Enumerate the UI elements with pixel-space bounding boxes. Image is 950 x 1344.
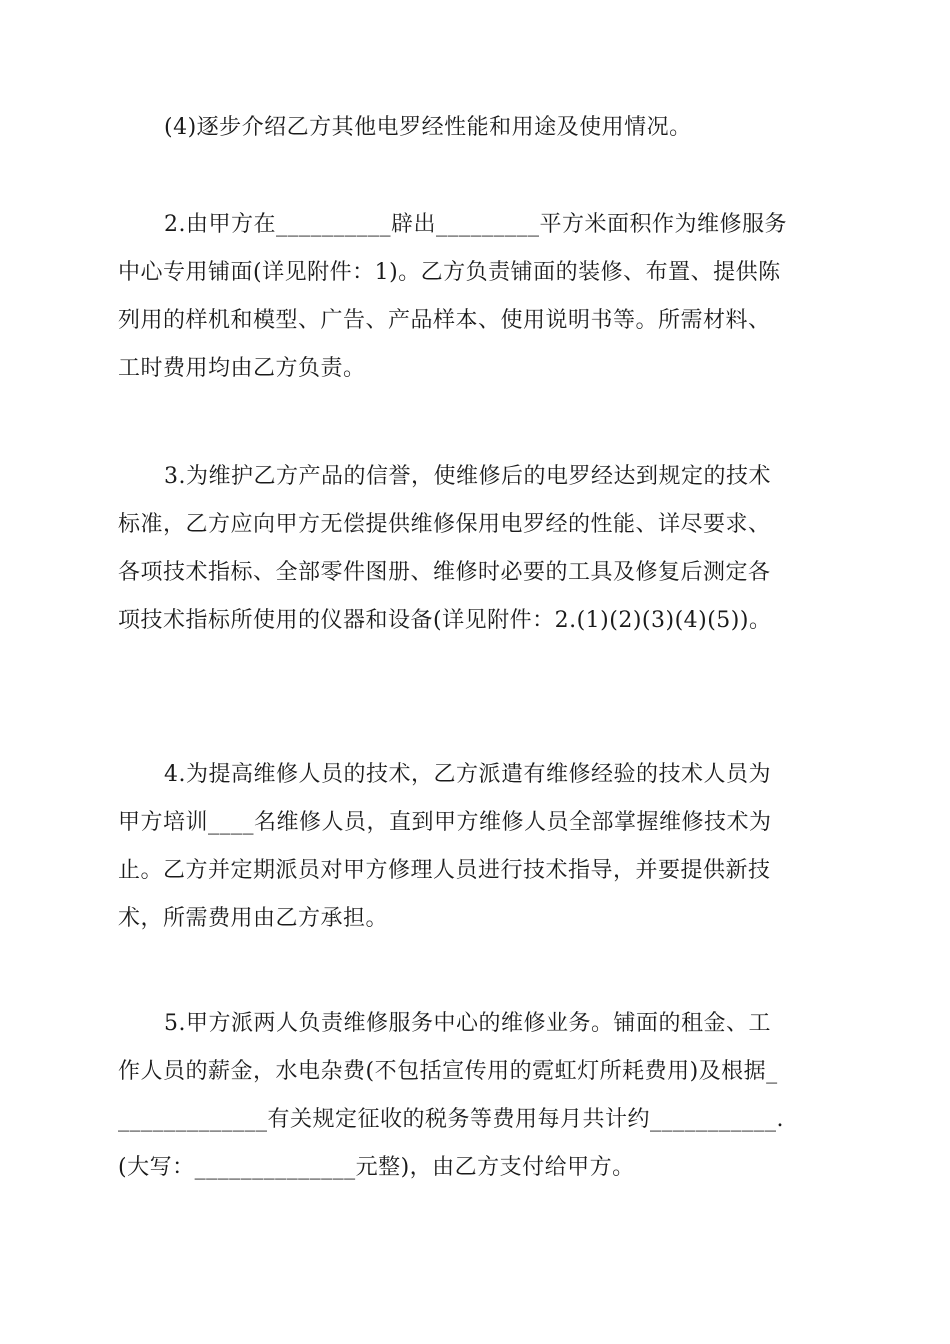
text-line: (4)逐步介绍乙方其他电罗经性能和用途及使用情况。 (164, 115, 692, 140)
paragraph-clause-4 (118, 751, 838, 943)
paragraph-clause-2 (118, 201, 838, 393)
paragraph-clause-5 (118, 1000, 838, 1192)
text-line: (大写：______________元整)，由乙方支付给甲方。 (118, 1155, 635, 1180)
text-line: 止。乙方并定期派员对甲方修理人员进行技术指导，并要提供新技 (118, 858, 771, 883)
text-line: _____________有关规定征收的税务等费用每月共计约___________. (118, 1107, 784, 1132)
text-line: 各项技术指标、全部零件图册、维修时必要的工具及修复后测定各 (118, 560, 771, 585)
text-line: 3.为维护乙方产品的信誉，使维修后的电罗经达到规定的技术 (164, 464, 771, 489)
text-line: 术，所需费用由乙方承担。 (118, 906, 389, 931)
text-line: 4.为提高维修人员的技术，乙方派遣有维修经验的技术人员为 (164, 762, 771, 787)
text-line: 工时费用均由乙方负责。 (118, 356, 366, 381)
text-line: 中心专用铺面(详见附件：1)。乙方负责铺面的装修、布置、提供陈 (118, 260, 781, 285)
text-line: 2.由甲方在__________辟出_________平方米面积作为维修服务 (164, 212, 787, 237)
text-line: 作人员的薪金，水电杂费(不包括宣传用的霓虹灯所耗费用)及根据_ (118, 1059, 778, 1084)
text-line: 列用的样机和模型、广告、产品样本、使用说明书等。所需材料、 (118, 308, 771, 333)
paragraph-clause-3 (118, 453, 838, 645)
text-line: 甲方培训____名维修人员，直到甲方维修人员全部掌握维修技术为 (118, 810, 772, 835)
paragraph-item-4 (118, 104, 838, 152)
text-line: 5.甲方派两人负责维修服务中心的维修业务。铺面的租金、工 (164, 1011, 771, 1036)
text-line: 标准，乙方应向甲方无偿提供维修保用电罗经的性能、详尽要求、 (118, 512, 771, 537)
text-line: 项技术指标所使用的仪器和设备(详见附件：2.(1)(2)(3)(4)(5))。 (118, 608, 772, 633)
